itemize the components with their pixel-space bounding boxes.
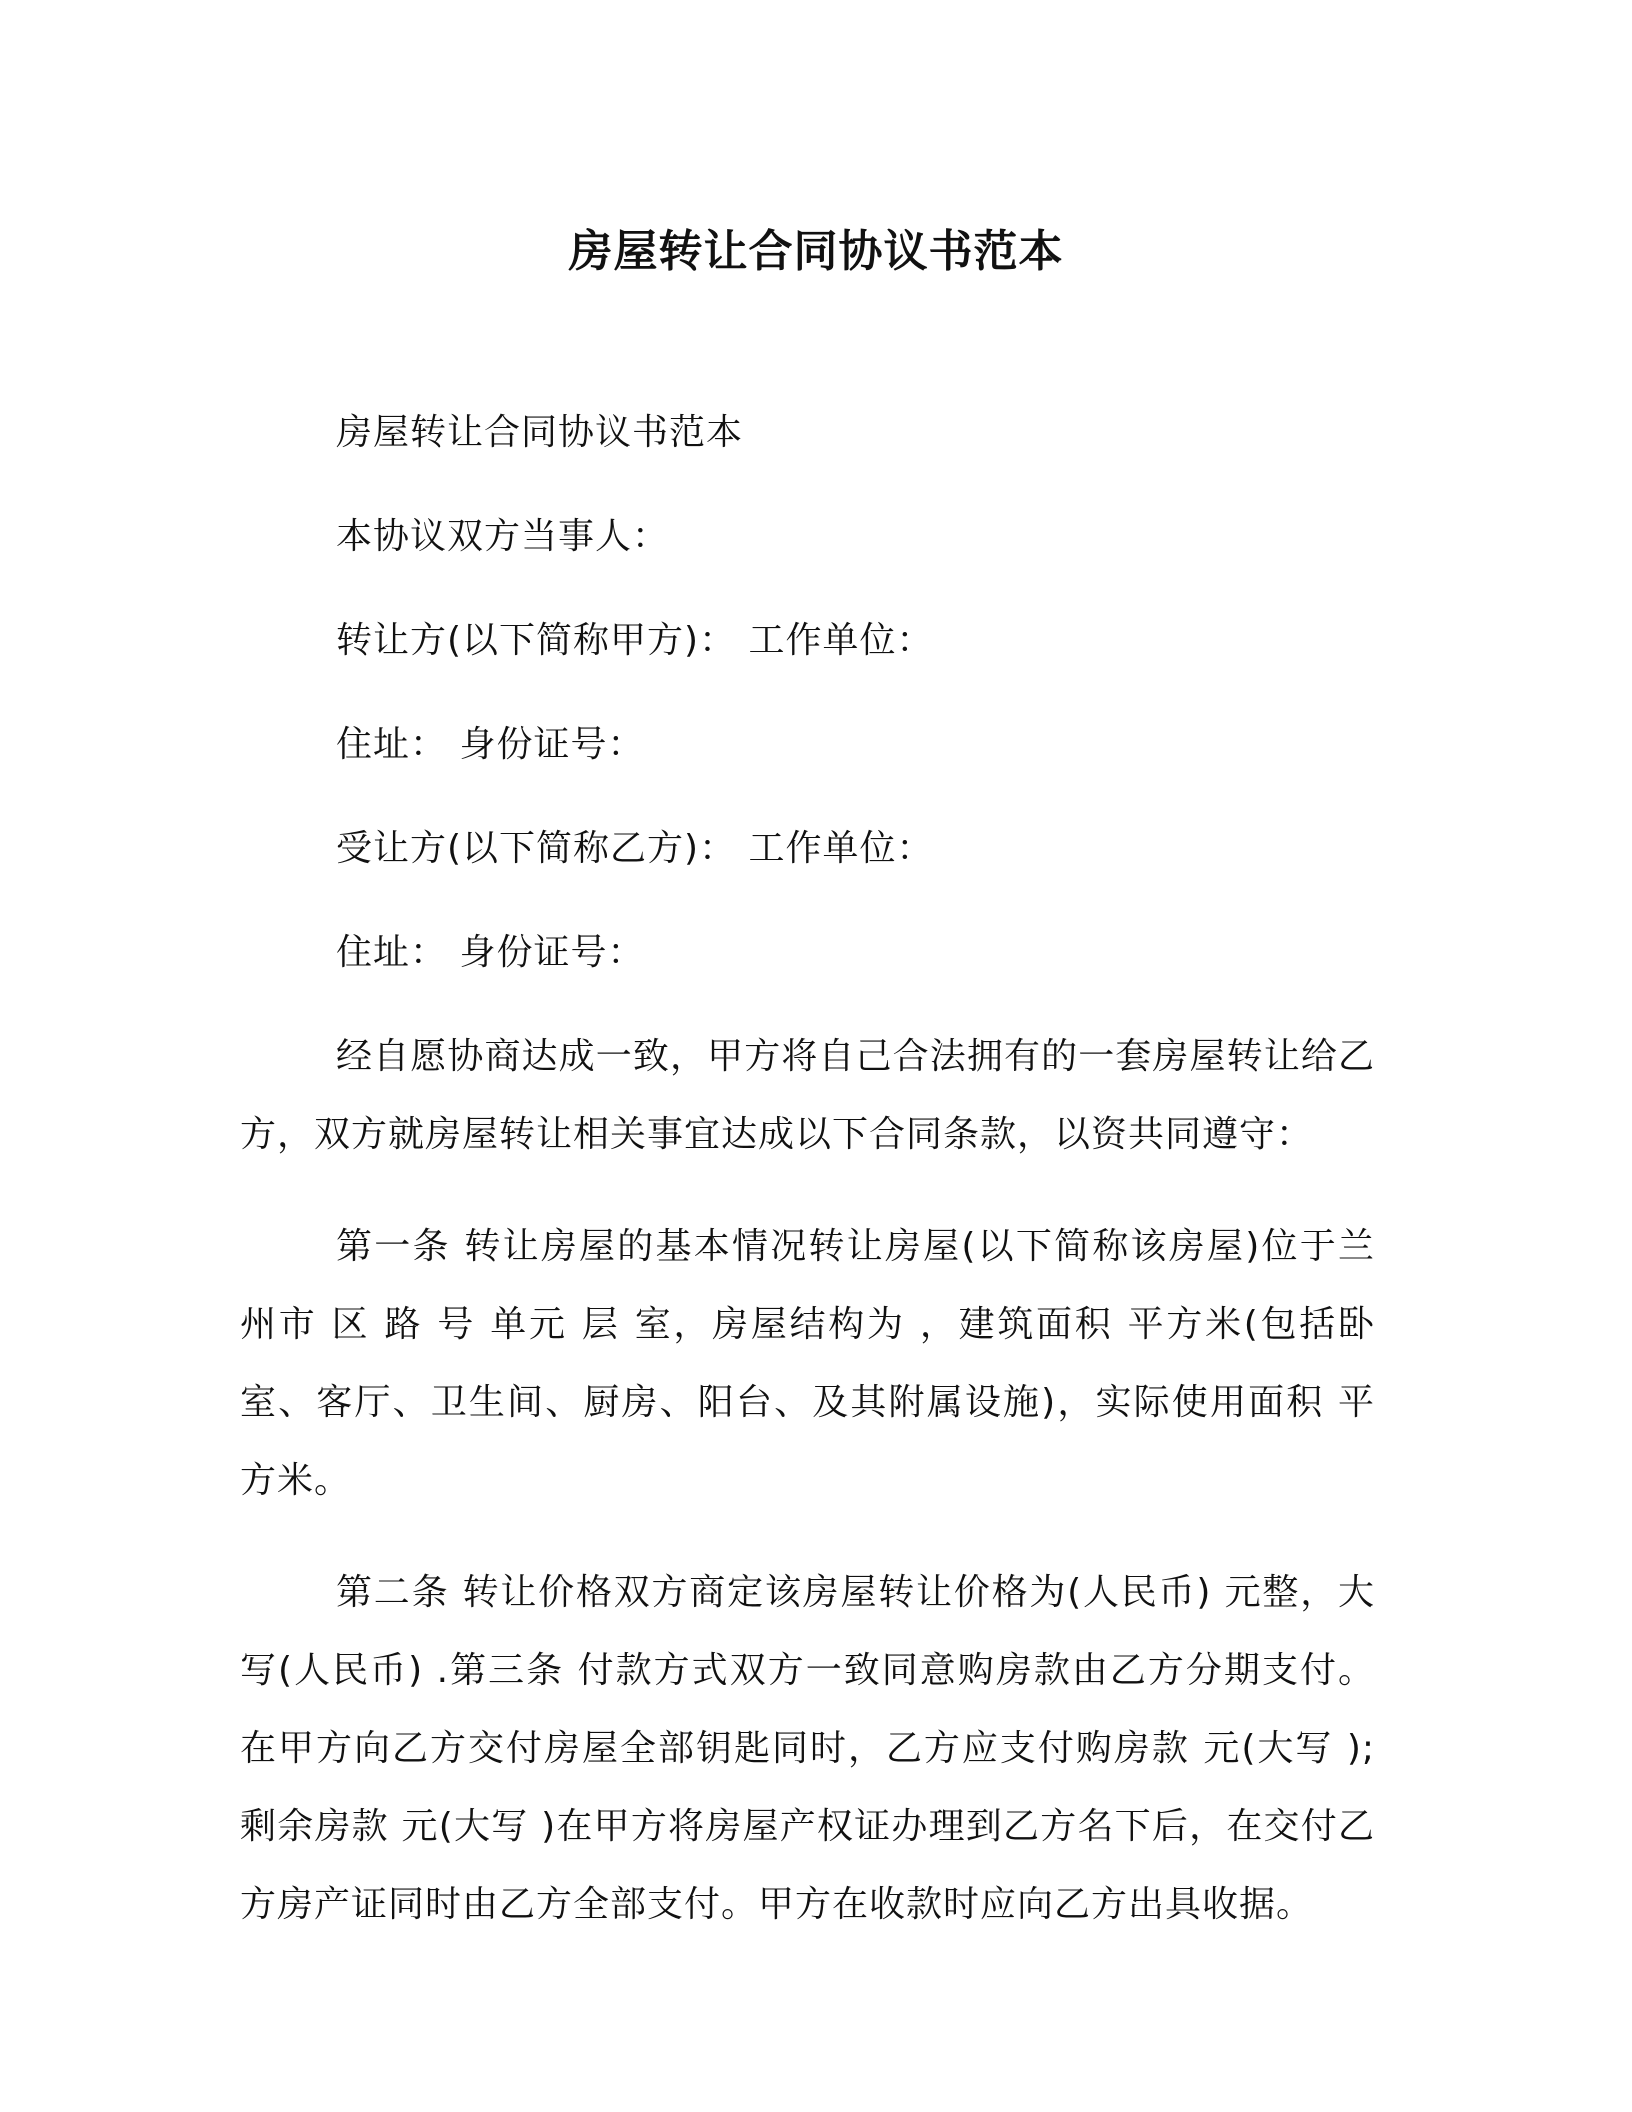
paragraph-transferee: 受让方(以下简称乙方)： 工作单位：	[336, 828, 934, 869]
document-body	[240, 394, 1375, 1978]
paragraph-preamble: 经自愿协商达成一致，甲方将自己合法拥有的一套房屋转让给乙方，双方就房屋转让相关事宜达成以下合同条款，以资共同遵守：	[240, 1036, 1375, 1155]
document-title: 房屋转让合同协议书范本	[568, 226, 1064, 277]
paragraph-transferee-address: 住址： 身份证号：	[336, 932, 645, 973]
paragraph-subtitle: 房屋转让合同协议书范本	[336, 412, 744, 453]
paragraph-article-2-3: 第二条 转让价格双方商定该房屋转让价格为(人民币) 元整，大写(人民币) .第三条 付款方式双方一致同意购房款由乙方分期支付。在甲方向乙方交付房屋全部钥匙同时，乙方应支付购房款 元(大写 );剩余房款 元(大写 )在甲方将房屋产权证办理到乙方名下后，在交付乙方房产证同时由乙方全部支付。甲方在收款时应向乙方出具收据。	[240, 1572, 1375, 1925]
paragraph-parties-intro: 本协议双方当事人：	[336, 516, 670, 557]
paragraph-transferor-address: 住址： 身份证号：	[336, 724, 645, 765]
paragraph-article-1: 第一条 转让房屋的基本情况转让房屋(以下简称该房屋)位于兰州市 区 路 号 单元 层 室，房屋结构为 ，建筑面积 平方米(包括卧室、客厅、卫生间、厨房、阳台、及其附属设施)，实际使用面积 平方米。	[240, 1226, 1375, 1501]
paragraph-transferor: 转让方(以下简称甲方)： 工作单位：	[336, 620, 934, 661]
